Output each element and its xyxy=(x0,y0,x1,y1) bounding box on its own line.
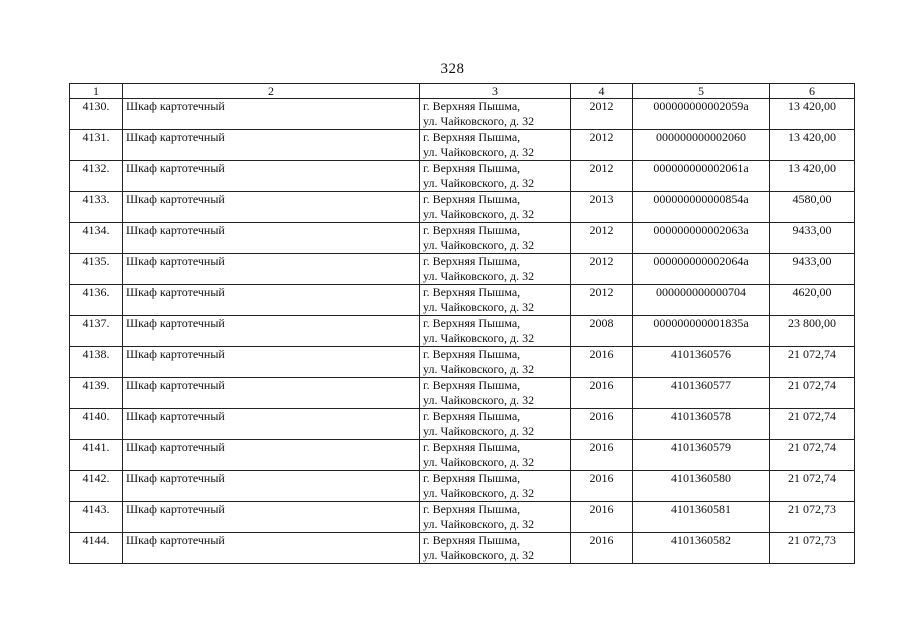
item-address xyxy=(420,378,571,409)
item-address xyxy=(420,471,571,502)
item-cost: 4580,00 xyxy=(770,192,855,223)
inventory-number: 000000000002063а xyxy=(633,223,770,254)
item-cost: 9433,00 xyxy=(770,223,855,254)
registry-table xyxy=(69,83,855,564)
address-street: ул. Чайковского, д. 32 xyxy=(423,424,535,438)
address-city: г. Верхняя Пышма, xyxy=(423,533,521,547)
address-city: г. Верхняя Пышма, xyxy=(423,223,521,237)
item-name: Шкаф картотечный xyxy=(123,533,420,564)
inventory-number: 000000000000854а xyxy=(633,192,770,223)
item-cost: 21 072,74 xyxy=(770,409,855,440)
table-body xyxy=(70,99,855,564)
address-city: г. Верхняя Пышма, xyxy=(423,347,521,361)
item-name: Шкаф картотечный xyxy=(123,347,420,378)
item-name: Шкаф картотечный xyxy=(123,440,420,471)
inventory-number: 4101360576 xyxy=(633,347,770,378)
item-cost: 21 072,74 xyxy=(770,471,855,502)
item-address xyxy=(420,161,571,192)
item-year: 2012 xyxy=(571,285,633,316)
table-row xyxy=(70,533,855,564)
address-street: ул. Чайковского, д. 32 xyxy=(423,207,535,221)
address-street: ул. Чайковского, д. 32 xyxy=(423,269,535,283)
item-address xyxy=(420,223,571,254)
inventory-number: 4101360579 xyxy=(633,440,770,471)
table-row xyxy=(70,285,855,316)
address-city: г. Верхняя Пышма, xyxy=(423,254,521,268)
address-city: г. Верхняя Пышма, xyxy=(423,99,521,113)
address-street: ул. Чайковского, д. 32 xyxy=(423,238,535,252)
address-street: ул. Чайковского, д. 32 xyxy=(423,331,535,345)
item-name: Шкаф картотечный xyxy=(123,99,420,130)
item-address xyxy=(420,285,571,316)
item-year: 2012 xyxy=(571,254,633,285)
row-number: 4138. xyxy=(70,347,123,378)
address-city: г. Верхняя Пышма, xyxy=(423,192,521,206)
address-city: г. Верхняя Пышма, xyxy=(423,161,521,175)
item-name: Шкаф картотечный xyxy=(123,130,420,161)
item-name: Шкаф картотечный xyxy=(123,192,420,223)
header-col-2: 2 xyxy=(123,84,420,99)
item-address xyxy=(420,192,571,223)
item-year: 2016 xyxy=(571,533,633,564)
address-street: ул. Чайковского, д. 32 xyxy=(423,300,535,314)
item-year: 2012 xyxy=(571,161,633,192)
item-year: 2013 xyxy=(571,192,633,223)
item-address xyxy=(420,533,571,564)
item-cost: 4620,00 xyxy=(770,285,855,316)
address-city: г. Верхняя Пышма, xyxy=(423,285,521,299)
table-row xyxy=(70,316,855,347)
address-street: ул. Чайковского, д. 32 xyxy=(423,548,535,562)
item-cost: 9433,00 xyxy=(770,254,855,285)
inventory-number: 000000000002059а xyxy=(633,99,770,130)
address-city: г. Верхняя Пышма, xyxy=(423,378,521,392)
address-city: г. Верхняя Пышма, xyxy=(423,409,521,423)
inventory-number: 4101360578 xyxy=(633,409,770,440)
item-address xyxy=(420,254,571,285)
item-address xyxy=(420,440,571,471)
inventory-number: 4101360580 xyxy=(633,471,770,502)
item-year: 2012 xyxy=(571,99,633,130)
row-number: 4136. xyxy=(70,285,123,316)
row-number: 4132. xyxy=(70,161,123,192)
item-year: 2012 xyxy=(571,130,633,161)
header-col-1: 1 xyxy=(70,84,123,99)
item-year: 2016 xyxy=(571,378,633,409)
row-number: 4133. xyxy=(70,192,123,223)
item-cost: 13 420,00 xyxy=(770,99,855,130)
table-row xyxy=(70,161,855,192)
row-number: 4144. xyxy=(70,533,123,564)
address-street: ул. Чайковского, д. 32 xyxy=(423,176,535,190)
row-number: 4130. xyxy=(70,99,123,130)
item-name: Шкаф картотечный xyxy=(123,316,420,347)
item-address xyxy=(420,130,571,161)
item-year: 2008 xyxy=(571,316,633,347)
item-cost: 21 072,74 xyxy=(770,440,855,471)
address-street: ул. Чайковского, д. 32 xyxy=(423,455,535,469)
address-city: г. Верхняя Пышма, xyxy=(423,316,521,330)
address-city: г. Верхняя Пышма, xyxy=(423,502,521,516)
address-street: ул. Чайковского, д. 32 xyxy=(423,486,535,500)
item-name: Шкаф картотечный xyxy=(123,285,420,316)
inventory-number: 4101360581 xyxy=(633,502,770,533)
item-name: Шкаф картотечный xyxy=(123,409,420,440)
item-cost: 13 420,00 xyxy=(770,130,855,161)
row-number: 4139. xyxy=(70,378,123,409)
item-cost: 23 800,00 xyxy=(770,316,855,347)
row-number: 4137. xyxy=(70,316,123,347)
inventory-number: 000000000002061а xyxy=(633,161,770,192)
table-row xyxy=(70,254,855,285)
row-number: 4131. xyxy=(70,130,123,161)
row-number: 4143. xyxy=(70,502,123,533)
address-street: ул. Чайковского, д. 32 xyxy=(423,362,535,376)
item-year: 2016 xyxy=(571,502,633,533)
item-address xyxy=(420,347,571,378)
table-row xyxy=(70,502,855,533)
item-name: Шкаф картотечный xyxy=(123,471,420,502)
row-number: 4134. xyxy=(70,223,123,254)
address-city: г. Верхняя Пышма, xyxy=(423,471,521,485)
inventory-number: 000000000002064а xyxy=(633,254,770,285)
page-number: 328 xyxy=(440,61,465,77)
table-header xyxy=(70,84,855,99)
table-row xyxy=(70,471,855,502)
table-row xyxy=(70,99,855,130)
address-city: г. Верхняя Пышма, xyxy=(423,440,521,454)
table-row xyxy=(70,378,855,409)
item-year: 2016 xyxy=(571,347,633,378)
item-address xyxy=(420,316,571,347)
address-street: ул. Чайковского, д. 32 xyxy=(423,393,535,407)
item-name: Шкаф картотечный xyxy=(123,502,420,533)
item-address xyxy=(420,99,571,130)
header-col-3: 3 xyxy=(420,84,571,99)
table-row xyxy=(70,440,855,471)
table-row xyxy=(70,130,855,161)
item-cost: 21 072,74 xyxy=(770,347,855,378)
address-city: г. Верхняя Пышма, xyxy=(423,130,521,144)
item-name: Шкаф картотечный xyxy=(123,223,420,254)
table-row xyxy=(70,223,855,254)
item-name: Шкаф картотечный xyxy=(123,161,420,192)
table-row xyxy=(70,192,855,223)
item-cost: 21 072,73 xyxy=(770,502,855,533)
item-cost: 13 420,00 xyxy=(770,161,855,192)
inventory-number: 000000000001835а xyxy=(633,316,770,347)
inventory-number: 000000000002060 xyxy=(633,130,770,161)
header-col-6: 6 xyxy=(770,84,855,99)
item-cost: 21 072,73 xyxy=(770,533,855,564)
item-year: 2016 xyxy=(571,471,633,502)
item-year: 2016 xyxy=(571,440,633,471)
table-row xyxy=(70,409,855,440)
address-street: ул. Чайковского, д. 32 xyxy=(423,114,535,128)
item-address xyxy=(420,409,571,440)
row-number: 4142. xyxy=(70,471,123,502)
table-row xyxy=(70,347,855,378)
inventory-number: 4101360582 xyxy=(633,533,770,564)
inventory-number: 4101360577 xyxy=(633,378,770,409)
inventory-number: 000000000000704 xyxy=(633,285,770,316)
header-col-5: 5 xyxy=(633,84,770,99)
item-address xyxy=(420,502,571,533)
item-cost: 21 072,74 xyxy=(770,378,855,409)
header-col-4: 4 xyxy=(571,84,633,99)
header-row xyxy=(70,84,855,99)
item-year: 2012 xyxy=(571,223,633,254)
address-street: ул. Чайковского, д. 32 xyxy=(423,517,535,531)
item-year: 2016 xyxy=(571,409,633,440)
item-name: Шкаф картотечный xyxy=(123,378,420,409)
row-number: 4141. xyxy=(70,440,123,471)
row-number: 4140. xyxy=(70,409,123,440)
item-name: Шкаф картотечный xyxy=(123,254,420,285)
row-number: 4135. xyxy=(70,254,123,285)
address-street: ул. Чайковского, д. 32 xyxy=(423,145,535,159)
